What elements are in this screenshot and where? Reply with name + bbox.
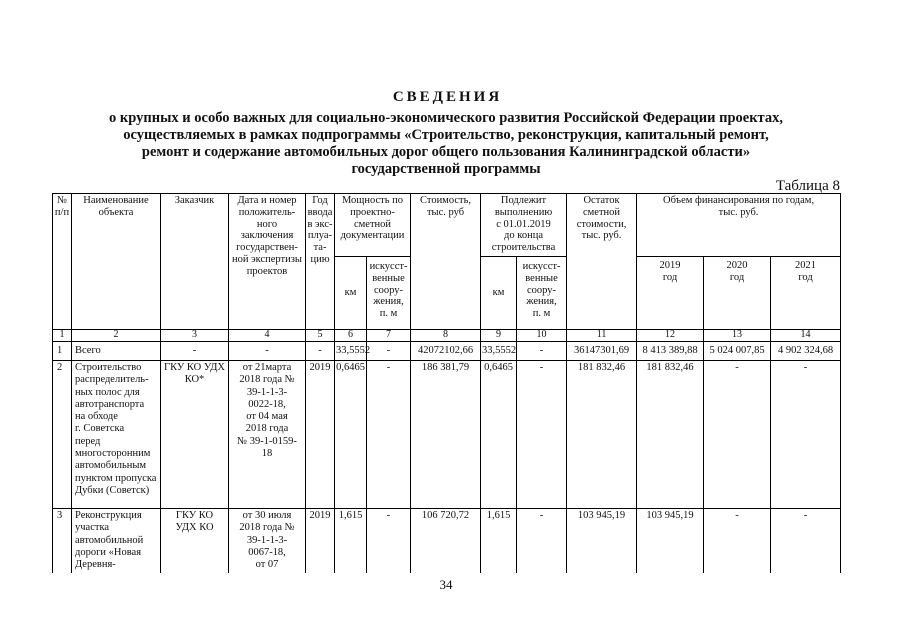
cell-object-name: Реконструкция участка автомобильной дороги «Новая Деревня- xyxy=(72,509,161,573)
cell-capacity-structures: - xyxy=(367,342,411,361)
cell-financing-2020: - xyxy=(704,361,771,509)
cell-customer: ГКУ КО УДХ КО xyxy=(161,509,229,573)
header-year-2020: 2020 год xyxy=(704,257,771,330)
column-number: 14 xyxy=(771,330,841,342)
column-number: 12 xyxy=(637,330,704,342)
cell-financing-2020: 5 024 007,85 xyxy=(704,342,771,361)
table-label: Таблица 8 xyxy=(775,178,840,194)
cell-object-name: Всего xyxy=(72,342,161,361)
cell-customer: - xyxy=(161,342,229,361)
cell-remaining-cost: 36147301,69 xyxy=(567,342,637,361)
cell-capacity-km: 33,5552 xyxy=(335,342,367,361)
projects-table xyxy=(52,193,841,573)
subtitle-line: осуществляемых в рамках подпрограммы «Строительство, реконструкция, капитальный ремонт, xyxy=(123,127,769,143)
header-remaining-cost: Остаток сметной стоимости, тыс. руб. xyxy=(567,194,637,330)
column-number: 4 xyxy=(229,330,306,342)
cell-remaining-cost: 181 832,46 xyxy=(567,361,637,509)
cell-cost: 42072102,66 xyxy=(411,342,481,361)
header-year-2019: 2019 год xyxy=(637,257,704,330)
cell-financing-2019: 8 413 389,88 xyxy=(637,342,704,361)
cell-commissioning-year: 2019 xyxy=(306,361,335,509)
column-number: 10 xyxy=(517,330,567,342)
cell-remaining-km: 33,5552 xyxy=(481,342,517,361)
subtitle-line: о крупных и особо важных для социально-экономического развития Российской Федерации проектах, xyxy=(109,110,783,126)
cell-customer: ГКУ КО УДХ КО* xyxy=(161,361,229,509)
cell-number: 3 xyxy=(53,509,72,573)
table-row xyxy=(53,509,841,573)
column-number: 3 xyxy=(161,330,229,342)
header-customer: Заказчик xyxy=(161,194,229,330)
cell-number: 2 xyxy=(53,361,72,509)
cell-remaining-km: 0,6465 xyxy=(481,361,517,509)
cell-financing-2021: - xyxy=(771,509,841,573)
document-title: СВЕДЕНИЯ xyxy=(392,89,503,105)
cell-financing-2020: - xyxy=(704,509,771,573)
column-number: 1 xyxy=(53,330,72,342)
cell-commissioning-year: 2019 xyxy=(306,509,335,573)
cell-capacity-km: 0,6465 xyxy=(335,361,367,509)
cell-remaining-structures: - xyxy=(517,509,567,573)
header-capacity-structures: искусст- венные соору- жения, п. м xyxy=(367,257,411,330)
cell-capacity-structures: - xyxy=(367,509,411,573)
header-remaining-km: км xyxy=(481,257,517,330)
cell-object-name: Строительство распределитель- ных полос для автотранспорта на обходе г. Советска перед многосторонним автомобильным пунктом пропуска Дубки (Советск) xyxy=(72,361,161,509)
page-number: 34 xyxy=(439,577,453,592)
header-cost: Стоимость, тыс. руб xyxy=(411,194,481,330)
column-numbers-row xyxy=(53,330,841,342)
header-row xyxy=(53,194,841,257)
cell-expertise: - xyxy=(229,342,306,361)
cell-remaining-cost: 103 945,19 xyxy=(567,509,637,573)
table-row xyxy=(53,342,841,361)
cell-financing-2019: 103 945,19 xyxy=(637,509,704,573)
column-number: 7 xyxy=(367,330,411,342)
header-year-2021: 2021 год xyxy=(771,257,841,330)
header-remaining-work: Подлежит выполнению с 01.01.2019 до конца строительства xyxy=(481,194,567,257)
column-number: 11 xyxy=(567,330,637,342)
header-financing: Объем финансирования по годам, тыс. руб. xyxy=(637,194,841,257)
header-capacity-km: км xyxy=(335,257,367,330)
cell-number: 1 xyxy=(53,342,72,361)
column-number: 6 xyxy=(335,330,367,342)
cell-remaining-km: 1,615 xyxy=(481,509,517,573)
subtitle-line: государственной программы xyxy=(351,161,541,177)
column-number: 9 xyxy=(481,330,517,342)
document-subtitle xyxy=(52,110,840,178)
header-design-capacity: Мощность по проектно- сметной документации xyxy=(335,194,411,257)
cell-financing-2021: 4 902 324,68 xyxy=(771,342,841,361)
cell-commissioning-year: - xyxy=(306,342,335,361)
cell-cost: 186 381,79 xyxy=(411,361,481,509)
header-commissioning-year: Год ввода в экс- плуа- та- цию xyxy=(306,194,335,330)
cell-financing-2021: - xyxy=(771,361,841,509)
header-number: № п/п xyxy=(53,194,72,330)
header-object-name: Наименование объекта xyxy=(72,194,161,330)
cell-capacity-structures: - xyxy=(367,361,411,509)
column-number: 13 xyxy=(704,330,771,342)
cell-cost: 106 720,72 xyxy=(411,509,481,573)
column-number: 2 xyxy=(72,330,161,342)
cell-expertise: от 30 июля 2018 года № 39-1-1-3- 0067-18, от 07 xyxy=(229,509,306,573)
cell-remaining-structures: - xyxy=(517,361,567,509)
table-row xyxy=(53,361,841,509)
header-expertise-conclusion: Дата и номер положитель- ного заключения государствен- ной экспертизы проектов xyxy=(229,194,306,330)
cell-remaining-structures: - xyxy=(517,342,567,361)
column-number: 5 xyxy=(306,330,335,342)
cell-capacity-km: 1,615 xyxy=(335,509,367,573)
column-number: 8 xyxy=(411,330,481,342)
header-remaining-structures: искусст- венные соору- жения, п. м xyxy=(517,257,567,330)
cell-financing-2019: 181 832,46 xyxy=(637,361,704,509)
cell-expertise: от 21марта 2018 года № 39-1-1-3- 0022-18, от 04 мая 2018 года № 39-1-0159- 18 xyxy=(229,361,306,509)
subtitle-line: ремонт и содержание автомобильных дорог общего пользования Калининградской области» xyxy=(141,144,751,160)
